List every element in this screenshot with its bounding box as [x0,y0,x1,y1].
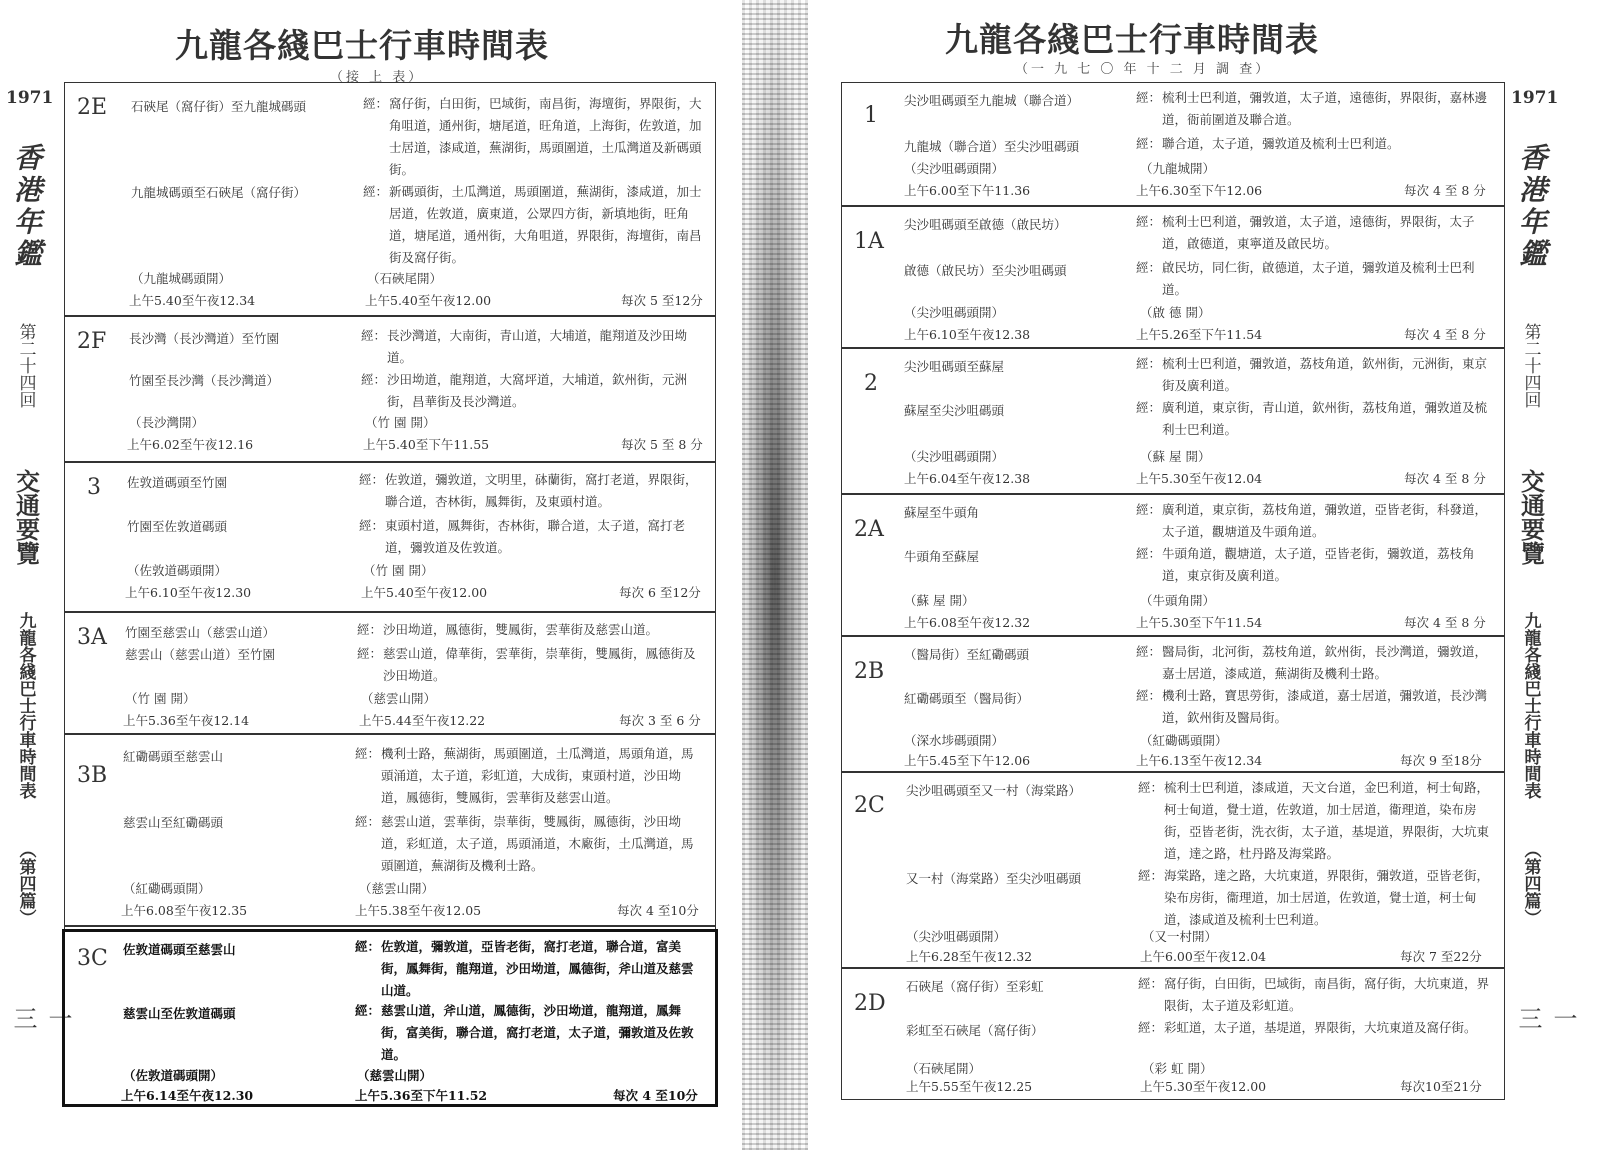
sidebar-part: （第四篇） [15,840,36,926]
route-via-b: 經： 慈雲山道，斧山道，鳳德街，沙田坳道，龍翔道，鳳舞街，富美街，聯合道，窩打老道，太子道，彌敦道及佐敦道。 [355,1003,694,1062]
sidebar-subsection: 九龍各綫巴士行車時間表 [15,611,36,799]
route-number: 2E [77,95,108,120]
page-subtitle: （接 上 表） [330,70,425,85]
route-number: 2F [77,329,107,354]
route-time-b: 上午5.38至午夜12.05 [355,903,482,918]
route-time-b: 上午5.36至下午11.52 [355,1088,488,1103]
route-frequency: 每次 4 至 8 分 [1404,471,1486,486]
route-via-a: 經： 梳利士巴利道，彌敦道，太子道，遠德街，界限街，嘉林邊道，衙前圍道及聯合道。 [1136,90,1488,127]
route-time-b: 上午5.30至下午11.54 [1136,615,1263,630]
route-start-b: （紅磡碼頭開） [1140,733,1228,748]
route-direction-a: 石硤尾（窩仔街）至九龍城碼頭 [131,99,307,114]
route-time-a: 上午6.08至午夜12.35 [121,903,248,918]
route-start-a: （紅磡碼頭開） [123,881,211,896]
route-via-b: 經： 新碼頭街，土瓜灣道，馬頭圍道，蕪湖街，漆咸道，加士居道，佐敦道，廣東道，公眾四方街，新填地街，旺角道，塘尾道，通州街，大角咀道，界限街，海壇街，南昌街及窩仔街。 [363,184,702,265]
route-block [65,735,715,927]
route-start-b: （九龍城開） [1140,161,1216,176]
route-via-b: 經： 廣利道，東京街，青山道，欽州街，荔枝角道，彌敦道及梳利士巴利道。 [1136,400,1488,437]
route-start-b: （啟 德 開） [1140,305,1211,320]
route-direction-b: 九龍城碼頭至石硤尾（窩仔街） [131,185,307,200]
route-time-a: 上午6.04至午夜12.38 [904,471,1031,486]
sidebar-year: 1971 [1511,88,1559,108]
route-direction-b: 彩虹至石硤尾（窩仔街） [906,1023,1044,1038]
route-time-b: 上午5.26至下午11.54 [1136,327,1263,342]
route-start-a: （蘇 屋 開） [904,593,975,608]
page-subtitle: （一 九 七 〇 年 十 二 月 調 查） [1015,62,1272,77]
route-block [65,463,715,613]
route-via-b: 經： 東頭村道，鳳舞街，杏林街，聯合道，太子道，窩打老道，彌敦道及佐敦道。 [359,518,686,555]
route-frequency: 每次 5 至12分 [621,293,703,308]
route-direction-a: 佐敦道碼頭至竹園 [127,475,228,490]
sidebar-volume: 第二十四回 [15,322,36,408]
route-time-b: 上午5.44至午夜12.22 [359,713,486,728]
route-time-a: 上午5.40至午夜12.34 [129,293,256,308]
route-frequency: 每次 6 至12分 [619,585,701,600]
sidebar-yearbook: 香港年鑑 [10,143,43,271]
sidebar-subsection: 九龍各綫巴士行車時間表 [1520,611,1541,799]
route-via-a: 經： 梳利士巴利道，彌敦道，荔枝角道，欽州街，元洲街，東京街及廣利道。 [1136,356,1488,393]
sidebar-year: 1971 [6,88,54,108]
route-frequency: 每次 4 至 8 分 [1404,183,1486,198]
route-via-b: 經： 啟民坊，同仁街，啟德道，太子道，彌敦道及梳利士巴利道。 [1136,260,1475,297]
route-via-b: 經： 彩虹道，太子道，基堤道，界限街，大坑東道及窩仔街。 [1138,1020,1477,1035]
route-time-b: 上午5.30至午夜12.04 [1136,471,1263,486]
route-time-b: 上午5.40至午夜12.00 [365,293,492,308]
route-direction-b: 九龍城（聯合道）至尖沙咀碼頭 [904,139,1080,154]
route-direction-b: 竹園至長沙灣（長沙灣道） [129,373,280,388]
route-number: 2A [854,517,884,542]
route-block [842,207,1504,349]
route-time-a: 上午6.10至午夜12.38 [904,327,1031,342]
route-number: 2C [854,793,885,818]
route-via-b: 經： 慈雲山道，雲華街，崇華街，雙鳳街，鳳德街，沙田坳道，彩虹道，太子道，馬頭涌道，木廠街，土瓜灣道，馬頭圍道，蕪湖街及機利士路。 [355,814,694,873]
route-via-b: 經： 牛頭角道，觀塘道，太子道，亞皆老街，彌敦道，荔枝角道，東京街及廣利道。 [1136,546,1475,583]
route-via-a: 經： 窩仔街，白田街，巴域街，南昌街，海壇街，界限街，大角咀道，通州街，塘尾道，旺角道，上海街，佐敦道，加士居道，漆咸道，蕪湖街，馬頭圍道，土瓜灣道及新碼頭街。 [363,96,702,177]
route-direction-b: 竹園至佐敦道碼頭 [127,519,228,534]
route-number: 2D [854,991,886,1016]
route-time-b: 上午6.00至午夜12.04 [1140,949,1267,964]
route-start-a: （九龍城碼頭開） [131,271,232,286]
route-start-b: （又一村開） [1142,929,1218,944]
route-start-b: （牛頭角開） [1140,593,1216,608]
route-time-a: 上午6.14至午夜12.30 [121,1088,254,1103]
route-start-b: （慈雲山開） [359,881,435,896]
route-frequency: 每次 4 至 8 分 [1404,615,1486,630]
route-frequency: 每次 4 至10分 [613,1088,698,1103]
route-start-a: （竹 園 開） [125,691,196,706]
route-via-b: 經： 沙田坳道，龍翔道，大窩坪道，大埔道，欽州街，元洲街，昌華街及長沙灣道。 [361,372,688,409]
route-time-a: 上午6.10至午夜12.30 [125,585,252,600]
route-time-a: 上午5.36至午夜12.14 [123,713,250,728]
route-direction-b: 慈雲山（慈雲山道）至竹園 [125,647,276,662]
route-direction-a: 尖沙咀碼頭至蘇屋 [904,359,1005,374]
route-time-b: 上午6.13至午夜12.34 [1136,753,1263,768]
left-page [0,0,745,1150]
route-direction-b: 紅磡碼頭至（醫局街） [904,691,1030,706]
route-number: 3C [77,946,108,971]
sidebar-section: 交通要覽 [1516,469,1546,565]
route-block [65,83,715,317]
route-block [842,637,1504,773]
route-time-a: 上午6.00至下午11.36 [904,183,1031,198]
route-direction-a: 蘇屋至牛頭角 [904,505,980,520]
route-block [842,969,1504,1097]
route-number: 2 [864,371,878,396]
route-via-b: 經： 慈雲山道，偉華街，雲華街，崇華街，雙鳳街，鳳德街及沙田坳道。 [357,646,696,683]
route-via-a: 經： 佐敦道，彌敦道，亞皆老街，窩打老道，聯合道，富美街，鳳舞街，龍翔道，沙田坳道，鳳德街，斧山道及慈雲山道。 [355,939,694,998]
sidebar-volume: 第二十四回 [1520,322,1541,408]
route-time-a: 上午5.45至下午12.06 [904,753,1031,768]
left-timetable [64,82,716,1106]
route-via-b: 經： 機利士路，寶思勞街，漆咸道，嘉士居道，彌敦道，長沙灣道，欽州街及醫局街。 [1136,688,1488,725]
route-start-a: （深水埗碼頭開） [904,733,1005,748]
route-block [65,613,715,735]
route-via-a: 經： 佐敦道，彌敦道，文明里，砵蘭街，窩打老道，界限街，聯合道，杏林街，鳳舞街，及東頭村道。 [359,472,698,509]
route-block [842,349,1504,495]
route-frequency: 每次 9 至18分 [1400,753,1482,768]
route-direction-b: 啟德（啟民坊）至尖沙咀碼頭 [904,263,1067,278]
route-frequency: 每次 5 至 8 分 [621,437,703,452]
route-direction-b: 又一村（海棠路）至尖沙咀碼頭 [906,871,1082,886]
page-title: 九龍各綫巴士行車時間表 [175,26,549,65]
route-block [65,317,715,463]
route-block [842,495,1504,637]
route-direction-b: 蘇屋至尖沙咀碼頭 [904,403,1005,418]
route-frequency: 每次 4 至10分 [617,903,699,918]
route-direction-a: （醫局街）至紅磡碼頭 [904,647,1030,662]
route-via-a: 經： 窩仔街，白田街，巴域街，南昌街，窩仔街，大坑東道，界限街，太子道及彩虹道。 [1138,976,1490,1013]
route-number: 2B [854,659,885,684]
route-time-b: 上午6.30至下午12.06 [1136,183,1263,198]
route-direction-b: 牛頭角至蘇屋 [904,549,980,564]
route-via-a: 經： 廣利道，東京街，荔枝角道，彌敦道，亞皆老街，科發道，太子道，觀塘道及牛頭角道。 [1136,502,1488,539]
route-start-a: （尖沙咀碼頭開） [904,305,1005,320]
route-direction-b: 慈雲山至佐敦道碼頭 [123,1006,236,1021]
route-via-a: 經： 沙田坳道，鳳德街，雙鳳街，雲華街及慈雲山道。 [357,622,659,637]
route-direction-a: 尖沙咀碼頭至又一村（海棠路） [906,783,1082,798]
route-number: 3B [77,763,108,788]
route-start-a: （石硤尾開） [906,1061,982,1076]
route-number: 1A [854,229,884,254]
route-time-a: 上午6.08至午夜12.32 [904,615,1031,630]
route-start-b: （蘇 屋 開） [1140,449,1211,464]
sidebar-page: 一三 [9,1006,72,1030]
route-start-b: （竹 園 開） [365,415,436,430]
route-direction-a: 紅磡碼頭至慈雲山 [123,749,224,764]
route-via-b: 經： 聯合道，太子道，彌敦道及梳利士巴利道。 [1136,136,1400,151]
sidebar-yearbook: 香港年鑑 [1515,143,1548,271]
route-frequency: 每次 7 至22分 [1400,949,1482,964]
right-page [805,0,1600,1150]
route-via-a: 經： 長沙灣道，大南街，青山道，大埔道，龍翔道及沙田坳道。 [361,328,688,365]
route-direction-a: 尖沙咀碼頭至九龍城（聯合道） [904,93,1080,108]
route-start-b: （石硤尾開） [367,271,443,286]
route-start-b: （彩 虹 開） [1142,1061,1213,1076]
route-time-b: 上午5.40至下午11.55 [363,437,490,452]
route-via-a: 經： 梳利士巴利道，彌敦道，太子道，遠德街，界限街，太子道，啟德道，東寧道及啟民坊。 [1136,214,1475,251]
route-number: 1 [864,103,878,128]
route-direction-a: 尖沙咀碼頭至啟德（啟民坊） [904,217,1067,232]
route-time-b: 上午5.30至午夜12.00 [1140,1079,1267,1094]
route-via-b: 經： 海棠路，達之路，大坑東道，界限街，彌敦道，亞皆老街，染布房街，衞理道，加士居道，佐敦道，覺士道，柯士甸道，漆咸道及梳利士巴利道。 [1138,868,1490,927]
route-start-a: （尖沙咀碼頭開） [904,161,1005,176]
sidebar-part: （第四篇） [1520,840,1541,926]
route-start-b: （慈雲山開） [357,1068,433,1083]
route-direction-a: 長沙灣（長沙灣道）至竹園 [129,331,280,346]
route-via-a: 經： 醫局街，北河街，荔枝角道，欽州街，長沙灣道，彌敦道，嘉士居道，漆咸道，蕪湖街及機利士路。 [1136,644,1488,681]
route-via-a: 經： 梳利士巴利道，漆咸道，天文台道，金巴利道，柯士甸路，柯士甸道，覺士道，佐敦道，加士居道，衞理道，染布房街，亞皆老街，洗衣街，太子道，基堤道，界限街，大坑東道，達之路，杜丹路及海棠路。 [1138,780,1490,861]
sidebar-section: 交通要覽 [11,469,41,565]
route-time-a: 上午6.28至午夜12.32 [906,949,1033,964]
sidebar-right [1511,88,1577,1038]
right-timetable [841,82,1505,1100]
route-block [842,773,1504,969]
route-frequency: 每次 4 至 8 分 [1404,327,1486,342]
route-time-b: 上午5.40至午夜12.00 [361,585,488,600]
route-direction-a: 石硤尾（窩仔街）至彩虹 [906,979,1044,994]
route-start-a: （尖沙咀碼頭開） [906,929,1007,944]
route-block [842,83,1504,207]
route-start-b: （慈雲山開） [361,691,437,706]
route-time-a: 上午5.55至午夜12.25 [906,1079,1033,1094]
route-start-a: （佐敦道碼頭開） [127,563,228,578]
page-title: 九龍各綫巴士行車時間表 [945,20,1319,59]
route-number: 3 [87,475,101,500]
route-direction-a: 竹園至慈雲山（慈雲山道） [125,625,276,640]
route-block [62,929,718,1107]
book-gutter [742,0,808,1150]
route-frequency: 每次10至21分 [1400,1079,1482,1094]
route-start-a: （尖沙咀碼頭開） [904,449,1005,464]
route-direction-a: 佐敦道碼頭至慈雲山 [123,942,236,957]
route-number: 3A [77,625,107,650]
route-start-b: （竹 園 開） [363,563,434,578]
route-frequency: 每次 3 至 6 分 [619,713,701,728]
sidebar-page: 一三 [1514,1006,1577,1030]
route-start-a: （長沙灣開） [129,415,205,430]
route-via-a: 經： 機利士路，蕪湖街，馬頭圍道，土瓜灣道，馬頭角道，馬頭涌道，太子道，彩虹道，大成街，東頭村道，沙田坳道，鳳德街，雙鳳街，雲華街及慈雲山道。 [355,746,694,805]
route-start-a: （佐敦道碼頭開） [123,1068,224,1083]
route-direction-b: 慈雲山至紅磡碼頭 [123,815,224,830]
route-time-a: 上午6.02至午夜12.16 [127,437,254,452]
sidebar-left [6,88,72,1038]
